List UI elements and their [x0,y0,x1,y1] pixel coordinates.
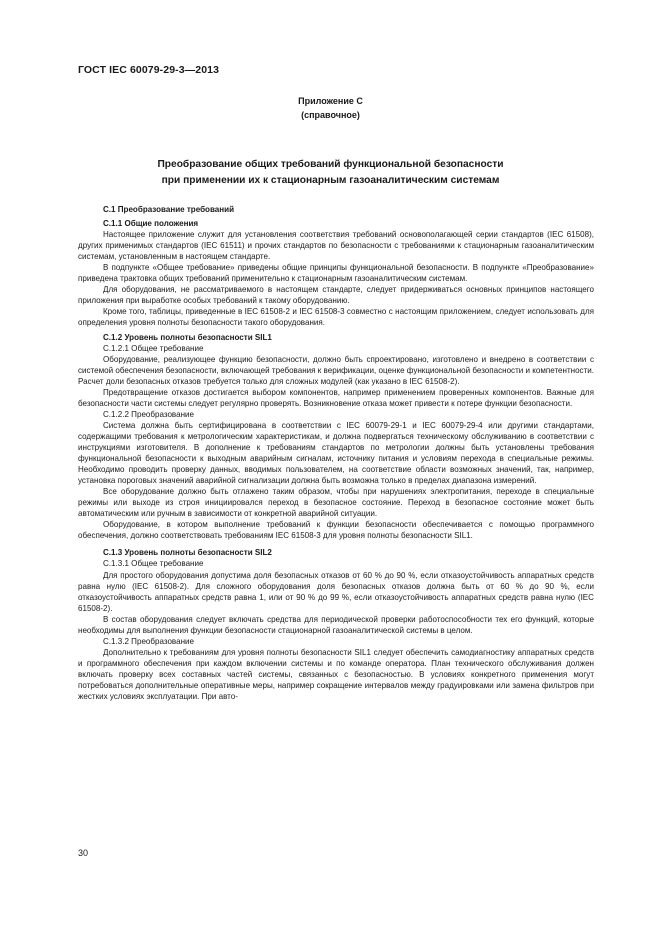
appendix-title: Приложение С [298,96,363,106]
paragraph: Настоящее приложение служит для установления соответствия требований основополагающей серии стандартов (IEC 61508), других применимых стандартов (IEC 61511) и прочих стандартов по безопасности с требованиями к стационарным газоаналитическим системам, установленным в настоящем стандарте. [78,230,594,262]
paragraph: Для оборудования, не рассматриваемого в настоящем стандарте, следует придерживаться основных принципов настоящего приложения при выработке особых требований к такому оборудованию. [78,285,594,306]
paragraph: Все оборудование должно быть отлажено таким образом, чтобы при нарушениях электропитания, переходе в специальные режимы или выходе из строя инициировался переход в безопасное состояние. Переход в безопасное состояние может быть автоматическим или ручным в зависимости от конкретной аварийной ситуации. [78,487,594,519]
paragraph: Предотвращение отказов достигается выбором компонентов, например применением проверенных компонентов. Важные для безопасности части системы следует регулярно проверять. Возникновение отказа может привести к потере функции безопасности. [78,387,594,408]
paragraph: Кроме того, таблицы, приведенные в IEC 61508-2 и IEC 61508-3 совместно с настоящим приложением, следует использовать для определения уровня полноты безопасности такого оборудования. [78,307,594,328]
paragraph: Оборудование, реализующее функцию безопасности, должно быть спроектировано, изготовлено и внедрено в соответствии с системой обеспечения безопасности, включающей требования к верификации, оценке функциональной безопасности и компетентности. Расчет доли безопасных отказов требуется только для сложных модулей (как указано в IEC 61508-2). [78,354,594,386]
paragraph: Дополнительно к требованиям для уровня полноты безопасности SIL1 следует обеспечить самодиагностику аппаратных средств и программного обеспечения при каждом включении системы и по команде оператора. План технического обслуживания должен включать проверку всех составных частей системы, связанных с безопасностью. В условиях конкретного применения могут потребоваться дополнительные оперативные меры, например сокращение интервалов между градуировками или замена фильтров при жестких условиях эксплуатации. При авто- [78,647,594,702]
paragraph: Система должна быть сертифицирована в соответствии с IEC 60079-29-1 и IEC 60079-29-4 или другими стандартами, содержащими требования к метрологическим характеристикам, и должна подвергаться техническому обслуживанию в соответствии с инструкциями изготовителя. В дополнение к требованиям стандартов по метрологии должны быть установлены требования функциональной безопасности к выходным аварийным сигналам, источнику питания и условиям перехода в специальные режимы. Необходимо проводить проверку данных, вводимых пользователем, на соответствие области возможных значений, так, например, установка пороговых значений аварийной сигнализации должна быть возможна только в пределах диапазона измерений. [78,420,594,486]
clause-heading: С.1.2.1 Общее требование [103,343,204,353]
clause-heading: С.1.3.1 Общее требование [103,559,204,569]
section-heading: С.1 Преобразование требований [103,205,235,214]
clause-heading: С.1.2.2 Преобразование [103,409,195,419]
appendix-subtitle: (справочное) [301,110,360,120]
page-number: 30 [78,848,89,858]
main-title-line-1: Преобразование общих требований функциональной безопасности [157,159,504,170]
subsection-heading: С.1.3 Уровень полноты безопасности SIL2 [103,548,272,558]
clause-heading: С.1.3.2 Преобразование [103,636,195,646]
paragraph: Оборудование, в котором выполнение требований к функции безопасности обеспечивается с помощью программного обеспечения, должно соответствовать требованиям IEC 61508-3 для уровня полноты безопасности SIL1. [78,520,594,541]
document-header: ГОСТ IEC 60079-29-3—2013 [78,64,220,76]
document-body [78,204,594,702]
paragraph: В состав оборудования следует включать средства для периодической проверки работоспособности тех его функций, которые необходимы для выполнения функции безопасности стационарной газоаналитической системы в целом. [78,614,594,635]
paragraph: Для простого оборудования допустима доля безопасных отказов от 60 % до 90 %, если отказоустойчивость аппаратных средств равна нулю (IEC 61508-2). Для сложного оборудования доля безопасных отказов должна быть от 60 % до 90 %, если отказоустойчивость аппаратных средств равна 1, или от 90 % до 99 %, если отказоустойчивость аппаратных средств равна нулю (IEC 61508-2). [78,570,594,613]
subsection-heading: С.1.1 Общие положения [103,219,199,229]
paragraph: В подпункте «Общее требование» приведены общие принципы функциональной безопасности. В подпункте «Преобразование» приведена трактовка общих требований применительно к стационарным газоаналитическим системам. [78,263,594,284]
main-title-line-2: при применении их к стационарным газоаналитическим системам [161,175,500,186]
subsection-heading: С.1.2 Уровень полноты безопасности SIL1 [103,332,272,342]
